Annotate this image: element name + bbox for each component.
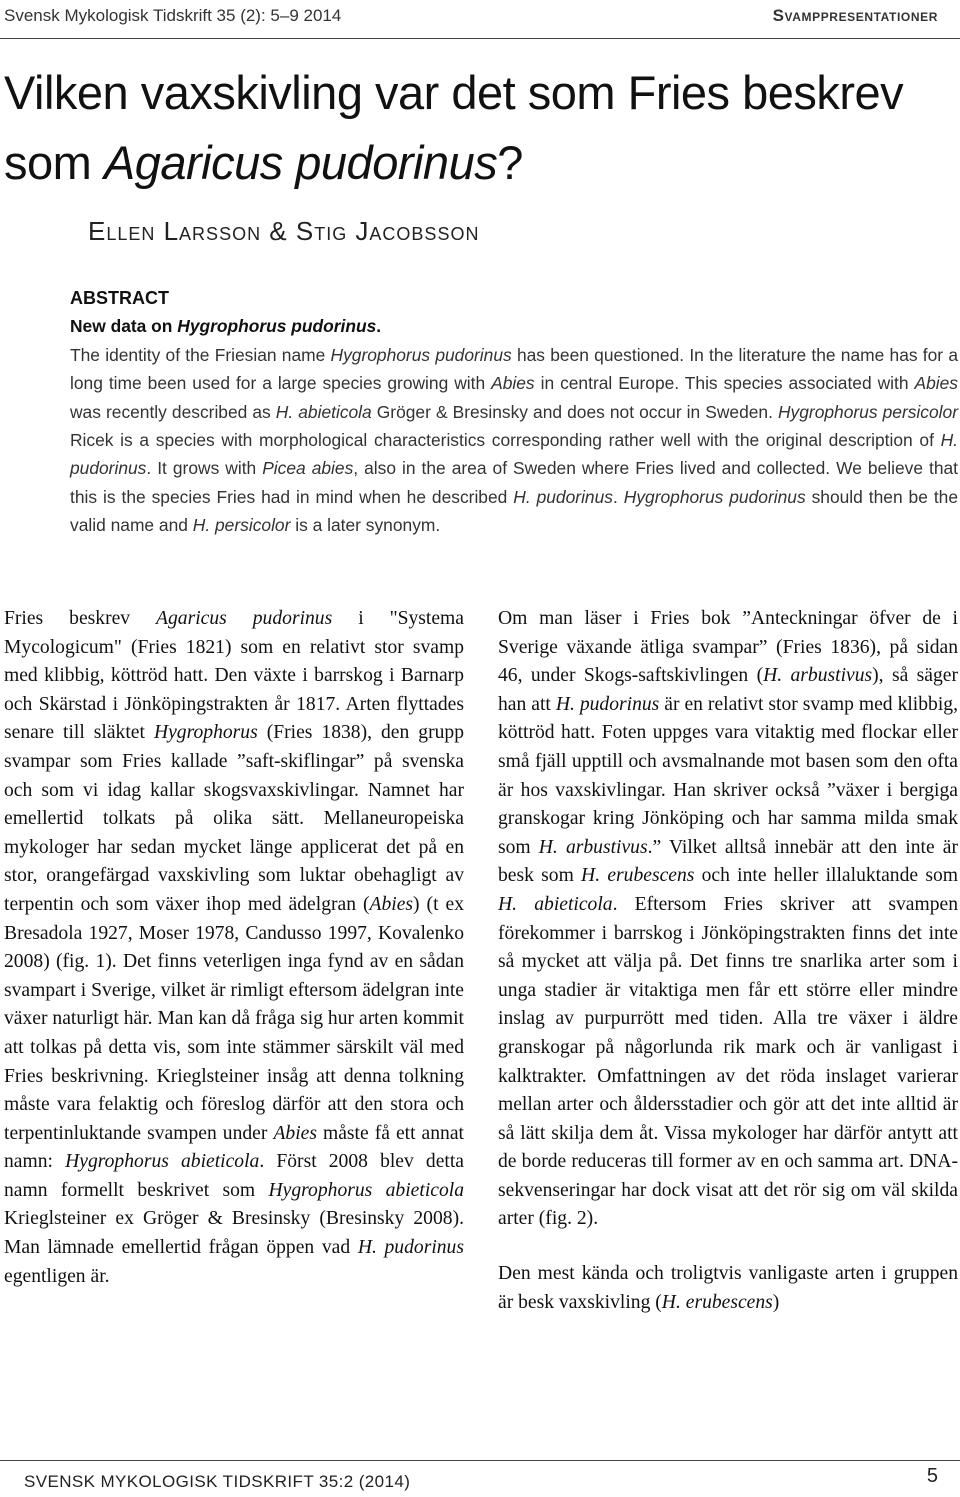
title-line-2-prefix: som	[4, 136, 104, 189]
title-line-1: Vilken vaxskivling var det som Fries beskrev	[4, 66, 904, 119]
section-label: Svamppresentationer	[772, 6, 938, 25]
abstract-text: is a later synonym.	[290, 515, 441, 536]
article-title	[4, 58, 954, 198]
body-species: H. erubescens	[661, 1291, 773, 1313]
abstract-text: The identity of the Friesian name	[70, 344, 331, 365]
abstract-body	[70, 341, 958, 540]
body-species: Abies	[273, 1122, 317, 1144]
body-text: )	[772, 1291, 780, 1313]
abstract-species: H. abieticola	[275, 401, 372, 422]
abstract-species: Hygrophorus pudorinus	[623, 486, 806, 507]
title-line-2-species: Agaricus pudorinus	[103, 136, 498, 189]
body-species: Agaricus pudorinus	[156, 608, 333, 629]
abstract-subtitle-text: New data on	[70, 316, 178, 337]
authors: Ellen Larsson & Stig Jacobsson	[88, 216, 489, 247]
body-text: (Fries 1838), den grupp svampar som Fries kallade ”saft-skiflingar” på svenska och som vi idag kallar skogsvaxskivlingar. Namnet har emellertid tolkats på olika sätt. Mellaneuropeiska mykologer har sedan mycket länge applicerat det på en stor, orangefärgad vaxskivling som luktar obehagligt av terpentin och som växer ihop med ädelgran (	[4, 722, 465, 915]
abstract-species: H. pudorinus	[513, 486, 613, 507]
body-text: . Eftersom Fries skriver att svampen förekommer i barrskog i Jönköpingstrakten finns det inte så mycket att välja på. Det finns tre snarlika arter som i unga stadier är vitaktiga men får ett större eller mindre inslag av purpurrött med tiden. Alla tre växer i äldre granskogar på någorlunda rik mark och är vanligast i kalktrakter. Omfattningen av det röda inslaget varierar mellan arter och åldersstadier och gör att det inte alltid är så lätt skilja dem åt. Vissa mykologer har därför antytt att de borde reduceras till former av en och samma art. DNA-sekvenseringar har dock visat att det rör sig om väl skilda arter (fig. 2).	[498, 893, 958, 1230]
body-species: Hygrophorus abieticola	[65, 1151, 260, 1173]
abstract-species: Abies	[914, 373, 958, 394]
body-species: H. arbustivus	[763, 665, 873, 687]
abstract-heading: ABSTRACT	[70, 288, 169, 308]
abstract-text: was recently described as	[70, 401, 276, 422]
title-line-2-suffix: ?	[497, 136, 523, 189]
body-text: ) (t ex Bresadola 1927, Moser 1978, Candusso 1997, Kovalenko 2008) (fig. 1). Det finns veterligen inga fynd av en sådan svampart i Sverige, vilket är rimligt eftersom ädelgran inte växer naturligt här. Man kan då fråga sig hur arten kommit att tolkas på detta vis, som inte stämmer särskilt väl med Fries beskrivning. Krieglsteiner insåg att denna tolkning måste vara felaktig och föreslog därför att den stora och terpentinluktande svampen under	[4, 893, 464, 1144]
abstract-species: Hygrophorus persicolor	[777, 401, 958, 422]
body-text: ), så säger han att	[498, 665, 958, 715]
abstract-species: Abies	[491, 373, 535, 394]
abstract-species: H. persicolor	[192, 515, 291, 536]
body-text: är en relativt stor svamp med klibbig, köttröd hatt. Foten uppges vara vitaktig med flockar eller små fjäll upptill och avsmalnande mot basen som den ofta är hos vaxskivlingar. Han skriver också ”växer i bergiga granskogar kring Jönköping och har samma milda smak som	[498, 693, 958, 858]
abstract-text: has been questioned. In the literature the name has for a long time been used for a large species growing with	[70, 344, 959, 394]
abstract-subtitle-species: Hygrophorus pudorinus	[177, 316, 377, 337]
body-text: Krieglsteiner ex Gröger & Bresinsky (Bresinsky 2008). Man lämnade emellertid frågan öppen vad	[4, 1208, 464, 1259]
abstract-text: should then be the valid name and	[70, 486, 959, 536]
body-species: H. pudorinus	[555, 693, 660, 715]
body-species: H. abieticola	[498, 893, 613, 915]
body-species: H. arbustivus	[538, 836, 648, 858]
abstract-text: Ricek is a species with morphological characteristics corresponding rather well with the original description of	[70, 430, 941, 451]
body-species: Abies	[369, 893, 414, 915]
abstract-subtitle	[70, 312, 958, 340]
footer-divider	[0, 1460, 960, 1461]
abstract-text: . It grows with	[146, 458, 263, 479]
body-column-left	[4, 605, 464, 1291]
abstract-text: Gröger & Bresinsky and does not occur in Sweden.	[371, 401, 778, 422]
footer-journal: SVENSK MYKOLOGISK TIDSKRIFT 35:2 (2014)	[24, 1472, 411, 1491]
abstract-text: , also in the area of Sweden where Fries lived and collected. We believe that this is the species Fries had in mind when he described	[70, 458, 958, 507]
body-text: och inte heller illaluktande som	[694, 865, 958, 887]
body-species: H. pudorinus	[357, 1237, 464, 1259]
body-text: Om man läser i Fries bok ”Anteckningar öfver de i Sverige växande ätliga svampar” (Fries 1836), på sidan 46, under Skogs-saftskivlingen (	[498, 608, 958, 687]
body-paragraph	[4, 605, 464, 1291]
abstract-subtitle-end: .	[376, 316, 382, 337]
body-text: måste få ett annat namn:	[4, 1122, 464, 1173]
body-column-right	[498, 605, 958, 1317]
body-text: i "Systema Mycologicum" (Fries 1821) som en relativt stor svamp med klibbig, köttröd hatt. Den växte i barrskog i Barnarp och Skärstad i Jönköpingstrakten år 1817. Arten flyttades senare till släktet	[4, 608, 464, 744]
abstract-text: in central Europe. This species associated with	[534, 373, 915, 394]
body-text: egentligen är.	[4, 1265, 110, 1287]
body-species: Hygrophorus	[153, 722, 258, 744]
body-paragraph	[498, 605, 958, 1234]
body-text: . Först 2008 blev detta namn formellt beskrivet som	[4, 1151, 464, 1201]
body-text: Den mest kända och troligtvis vanligaste arten i gruppen är besk vaxskivling (	[498, 1263, 958, 1313]
page-number: 5	[926, 1465, 938, 1487]
body-paragraph	[498, 1260, 958, 1317]
body-text: .” Vilket alltså innebär att den inte är besk som	[498, 836, 958, 887]
body-text: Fries beskrev	[4, 608, 157, 629]
running-header	[0, 0, 960, 39]
body-species: Hygrophorus abieticola	[268, 1179, 464, 1201]
abstract-species: H. pudorinus	[70, 430, 958, 479]
abstract-text: .	[612, 486, 624, 507]
journal-issue-label: Svensk Mykologisk Tidskrift 35 (2): 5–9 2014	[4, 6, 342, 25]
abstract-species: Picea abies	[262, 458, 354, 479]
body-species: H. erubescens	[581, 865, 695, 887]
authors-row	[88, 216, 960, 256]
abstract	[70, 284, 958, 540]
abstract-species: Hygrophorus pudorinus	[330, 344, 512, 365]
